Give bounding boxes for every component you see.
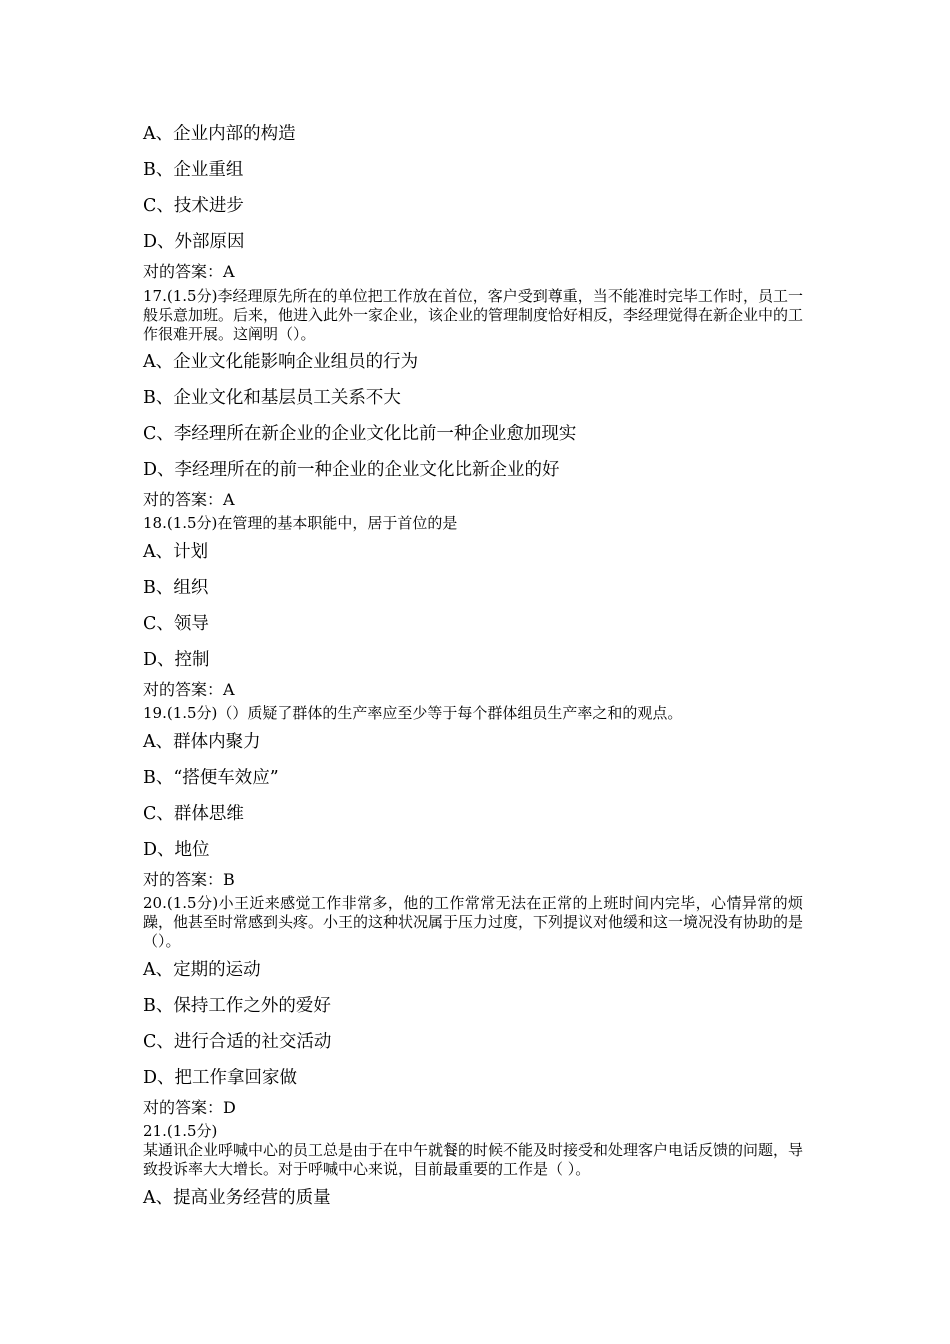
option-a: A、企业内部的构造 [143,124,296,144]
option-c: C、李经理所在新企业的企业文化比前一种企业愈加现实 [143,424,577,444]
option-d: D、李经理所在的前一种企业的企业文化比新企业的好 [143,460,560,480]
option-b: B、“搭便车效应” [143,768,279,788]
question-17: 17.(1.5分)李经理原先所在的单位把工作放在首位，客户受到尊重，当不能准时完毕工作时，员工一般乐意加班。后来，他进入此外一家企业，该企业的管理制度恰好相反，李经理觉得在新企业中的工作很难开展。这阐明（）。 [143,287,804,343]
option-d: D、地位 [143,840,210,860]
option-c: C、群体思维 [143,804,244,824]
option-b: B、组织 [143,578,209,598]
question-18: 18.(1.5分)在管理的基本职能中，居于首位的是 [143,514,458,532]
option-b: B、保持工作之外的爱好 [143,996,331,1016]
option-c: C、技术进步 [143,196,244,216]
option-a: A、计划 [143,542,209,562]
option-d: D、把工作拿回家做 [143,1068,298,1088]
answer-line: 对的答案：B [143,870,235,889]
option-b: B、企业文化和基层员工关系不大 [143,388,401,408]
option-b: B、企业重组 [143,160,244,180]
option-a: A、定期的运动 [143,960,261,980]
question-21: 某通讯企业呼喊中心的员工总是由于在中午就餐的时候不能及时接受和处理客户电话反馈的问题，导致投诉率大大增长。对于呼喊中心来说，目前最重要的工作是（ ）。 [143,1141,804,1178]
option-a: A、提高业务经营的质量 [143,1188,331,1208]
question-21-title: 21.(1.5分) [143,1122,218,1140]
option-c: C、进行合适的社交活动 [143,1032,332,1052]
answer-line: 对的答案：A [143,680,235,699]
option-a: A、群体内聚力 [143,732,261,752]
option-a: A、企业文化能影响企业组员的行为 [143,352,419,372]
option-d: D、控制 [143,650,210,670]
question-20: 20.(1.5分)小王近来感觉工作非常多，他的工作常常无法在正常的上班时间内完毕，心情异常的烦躁，他甚至时常感到头疼。小王的这种状况属于压力过度，下列提议对他缓和这一境况没有协助的是（）。 [143,894,804,950]
answer-line: 对的答案：A [143,490,235,509]
question-19: 19.(1.5分)（）质疑了群体的生产率应至少等于每个群体组员生产率之和的观点。 [143,704,683,722]
option-c: C、领导 [143,614,209,634]
answer-line: 对的答案：D [143,1098,236,1117]
option-d: D、外部原因 [143,232,245,252]
answer-line: 对的答案：A [143,262,235,281]
